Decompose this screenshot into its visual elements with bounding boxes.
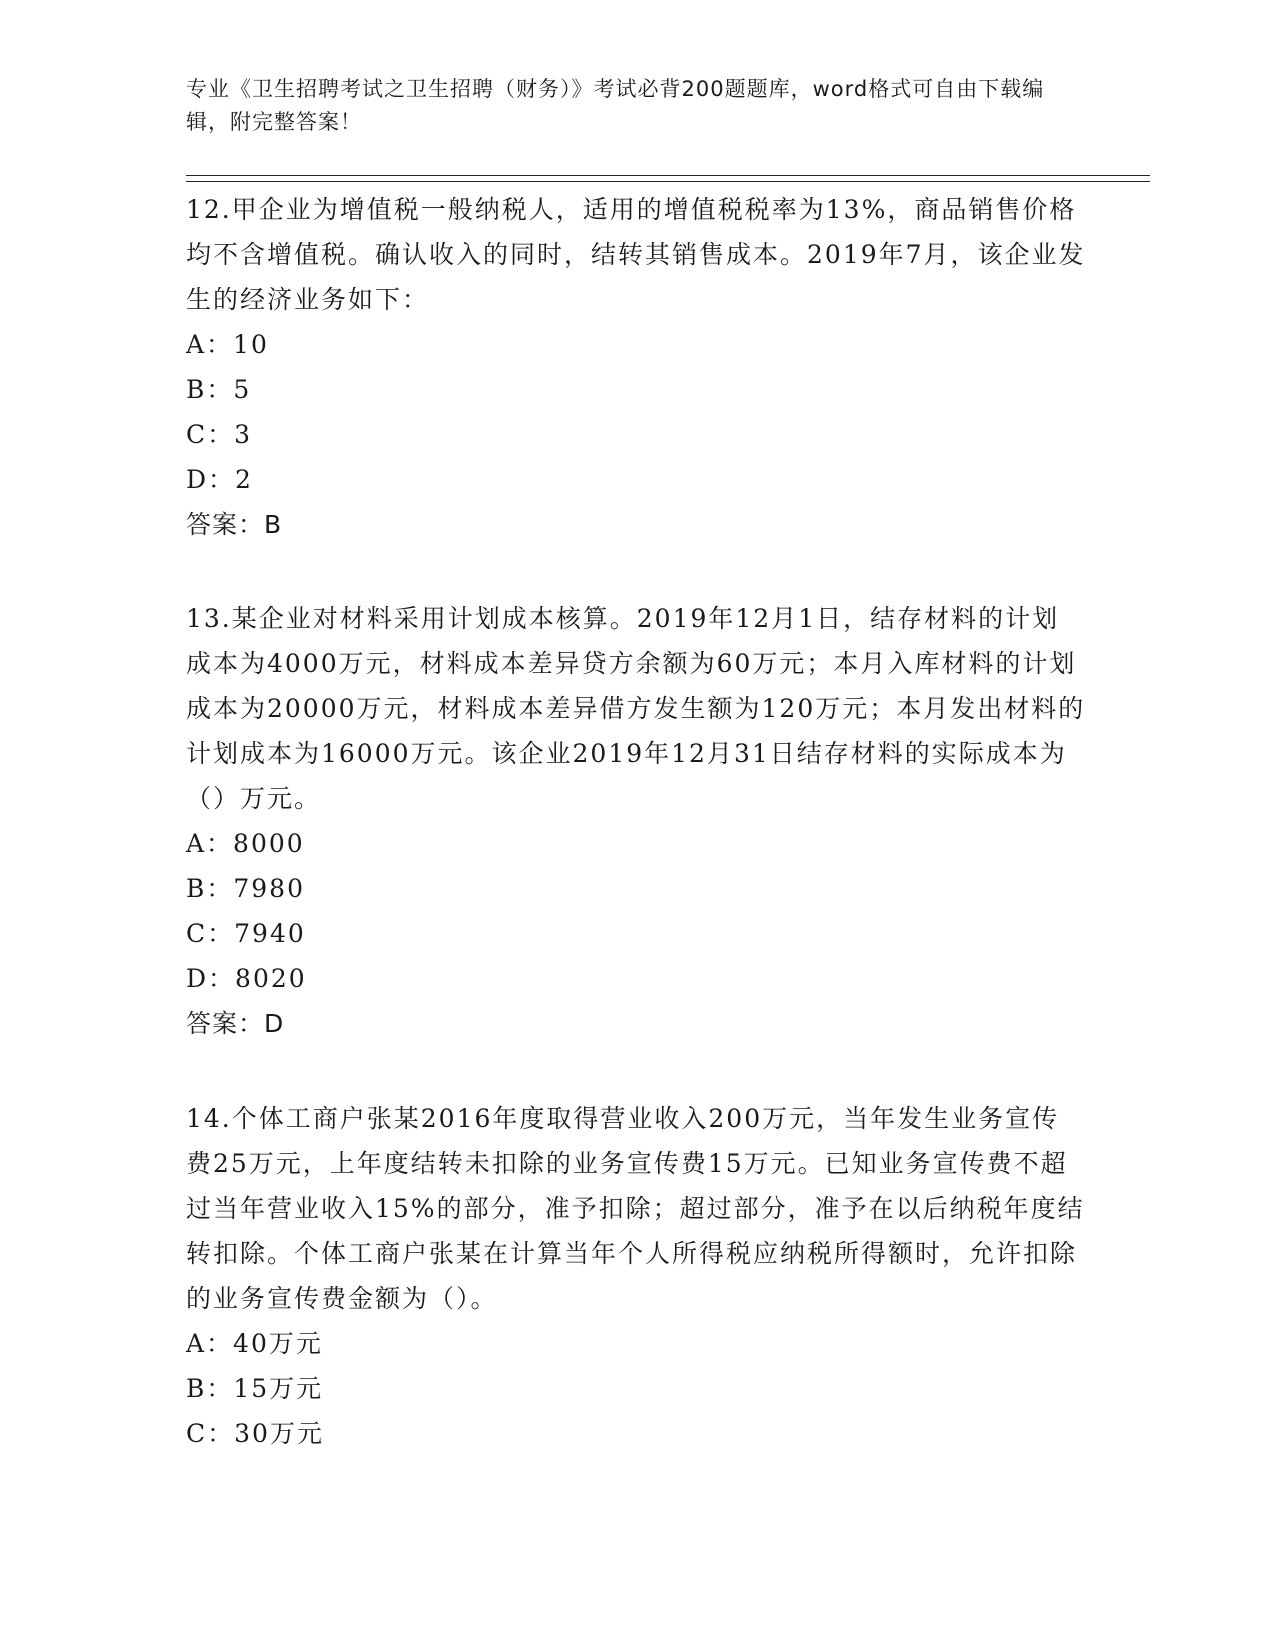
question-block-12 <box>186 187 1086 547</box>
answer-line: 答案：B <box>186 510 283 539</box>
question-block-14 <box>186 1096 1086 1456</box>
header-divider-top <box>186 175 1150 176</box>
option-b: B：15万元 <box>186 1374 324 1403</box>
document-header: 专业《卫生招聘考试之卫生招聘（财务）》考试必背200题题库，word格式可自由下载编辑，附完整答案！ <box>186 77 1045 134</box>
question-text: 14.个体工商户张某2016年度取得营业收入200万元，当年发生业务宣传费25万元，上年度结转未扣除的业务宣传费15万元。已知业务宣传费不超过当年营业收入15%的部分，准予扣除；超过部分，准予在以后纳税年度结转扣除。个体工商户张某在计算当年个人所得税应纳税所得额时，允许扣除的业务宣传费金额为（）。 <box>186 1104 1085 1313</box>
option-a: A：8000 <box>186 829 305 858</box>
option-d: D：8020 <box>186 964 307 993</box>
option-b: B：7980 <box>186 874 305 903</box>
option-c: C：7940 <box>186 919 306 948</box>
option-a: A：40万元 <box>186 1329 323 1358</box>
question-text: 12.甲企业为增值税一般纳税人，适用的增值税税率为13%，商品销售价格均不含增值税。确认收入的同时，结转其销售成本。2019年7月，该企业发生的经济业务如下： <box>186 195 1086 314</box>
question-text: 13.某企业对材料采用计划成本核算。2019年12月1日，结存材料的计划成本为4000万元，材料成本差异贷方余额为60万元；本月入库材料的计划成本为20000万元，材料成本差异借方发生额为120万元；本月发出材料的计划成本为16000万元。该企业2019年12月31日结存材料的实际成本为（）万元。 <box>186 604 1086 813</box>
header-divider-bottom <box>186 181 1150 182</box>
option-a: A：10 <box>186 330 269 359</box>
option-b: B：5 <box>186 375 252 404</box>
question-block-13 <box>186 596 1086 1046</box>
option-d: D：2 <box>186 465 253 494</box>
option-c: C：30万元 <box>186 1419 324 1448</box>
answer-line: 答案：D <box>186 1009 285 1038</box>
option-c: C：3 <box>186 420 253 449</box>
